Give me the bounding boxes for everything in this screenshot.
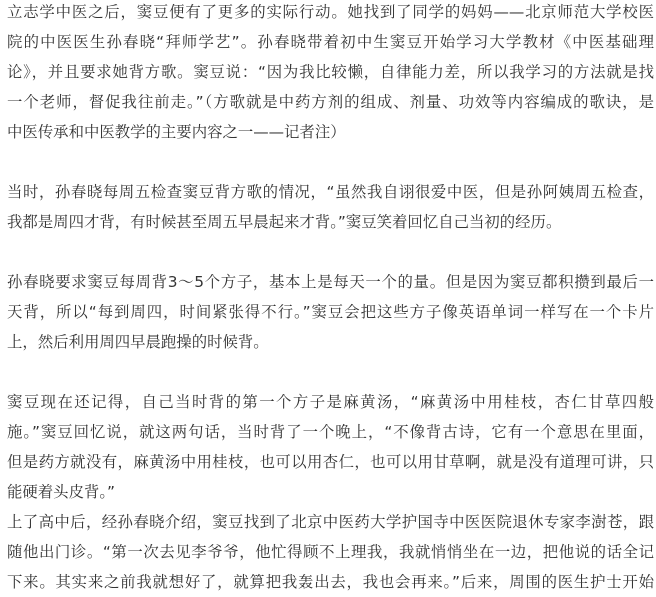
article-body: [7, 0, 654, 597]
text-line: 随他出门诊。“第一次去见李爷爷，他忙得顾不上理我，我就悄悄坐在一边，把他说的话全记: [7, 543, 654, 561]
text-line: 立志学中医之后，窦豆便有了更多的实际行动。她找到了同学的妈妈——北京师范大学校医: [7, 3, 654, 21]
text-line: 能硬着头皮背。”: [7, 483, 116, 501]
paragraph-gap: [7, 147, 654, 177]
text-line: 院的中医医生孙春晓“拜师学艺”。孙春晓带着初中生窦豆开始学习大学教材《中医基础理: [7, 33, 654, 51]
text-line: 下来。其实来之前我就想好了，就算把我轰出去，我也会再来。”后来，周围的医生护士开始: [7, 573, 654, 591]
text-line: 我都是周四才背，有时候甚至周五早晨起来才背。”窦豆笑着回忆自己当初的经历。: [7, 213, 562, 231]
text-line: 孙春晓要求窦豆每周背3～5个方子，基本上是每天一个的量。但是因为窦豆都积攒到最后一: [7, 273, 654, 291]
paragraph-gap: [7, 237, 654, 267]
text-line: 窦豆现在还记得，自己当时背的第一个方子是麻黄汤，“麻黄汤中用桂枝，杏仁甘草四般: [7, 393, 654, 411]
text-line: 但是药方就没有，麻黄汤中用桂枝，也可以用杏仁，也可以用甘草啊，就是没有道理可讲，只: [7, 453, 654, 471]
text-line: 施。”窦豆回忆说，就这两句话，当时背了一个晚上，“不像背古诗，它有一个意思在里面，: [7, 423, 654, 441]
text-line: 中医传承和中医教学的主要内容之一——记者注）: [7, 123, 346, 141]
text-line: 上，然后利用周四早晨跑操的时候背。: [7, 333, 269, 351]
text-line: 天背，所以“每到周四，时间紧张得不行。”窦豆会把这些方子像英语单词一样写在一个卡片: [7, 303, 654, 321]
text-line: 上了高中后，经孙春晓介绍，窦豆找到了北京中医药大学护国寺中医医院退休专家李澍苍，跟: [7, 513, 654, 531]
paragraph-gap: [7, 357, 654, 387]
text-line: 一个老师，督促我往前走。”（方歌就是中药方剂的组成、剂量、功效等内容编成的歌诀，是: [7, 93, 654, 111]
text-line: 论》，并且要求她背方歌。窦豆说：“因为我比较懒，自律能力差，所以我学习的方法就是找: [7, 63, 654, 81]
text-line: 当时，孙春晓每周五检查窦豆背方歌的情况，“虽然我自诩很爱中医，但是孙阿姨周五检查，: [7, 183, 654, 201]
